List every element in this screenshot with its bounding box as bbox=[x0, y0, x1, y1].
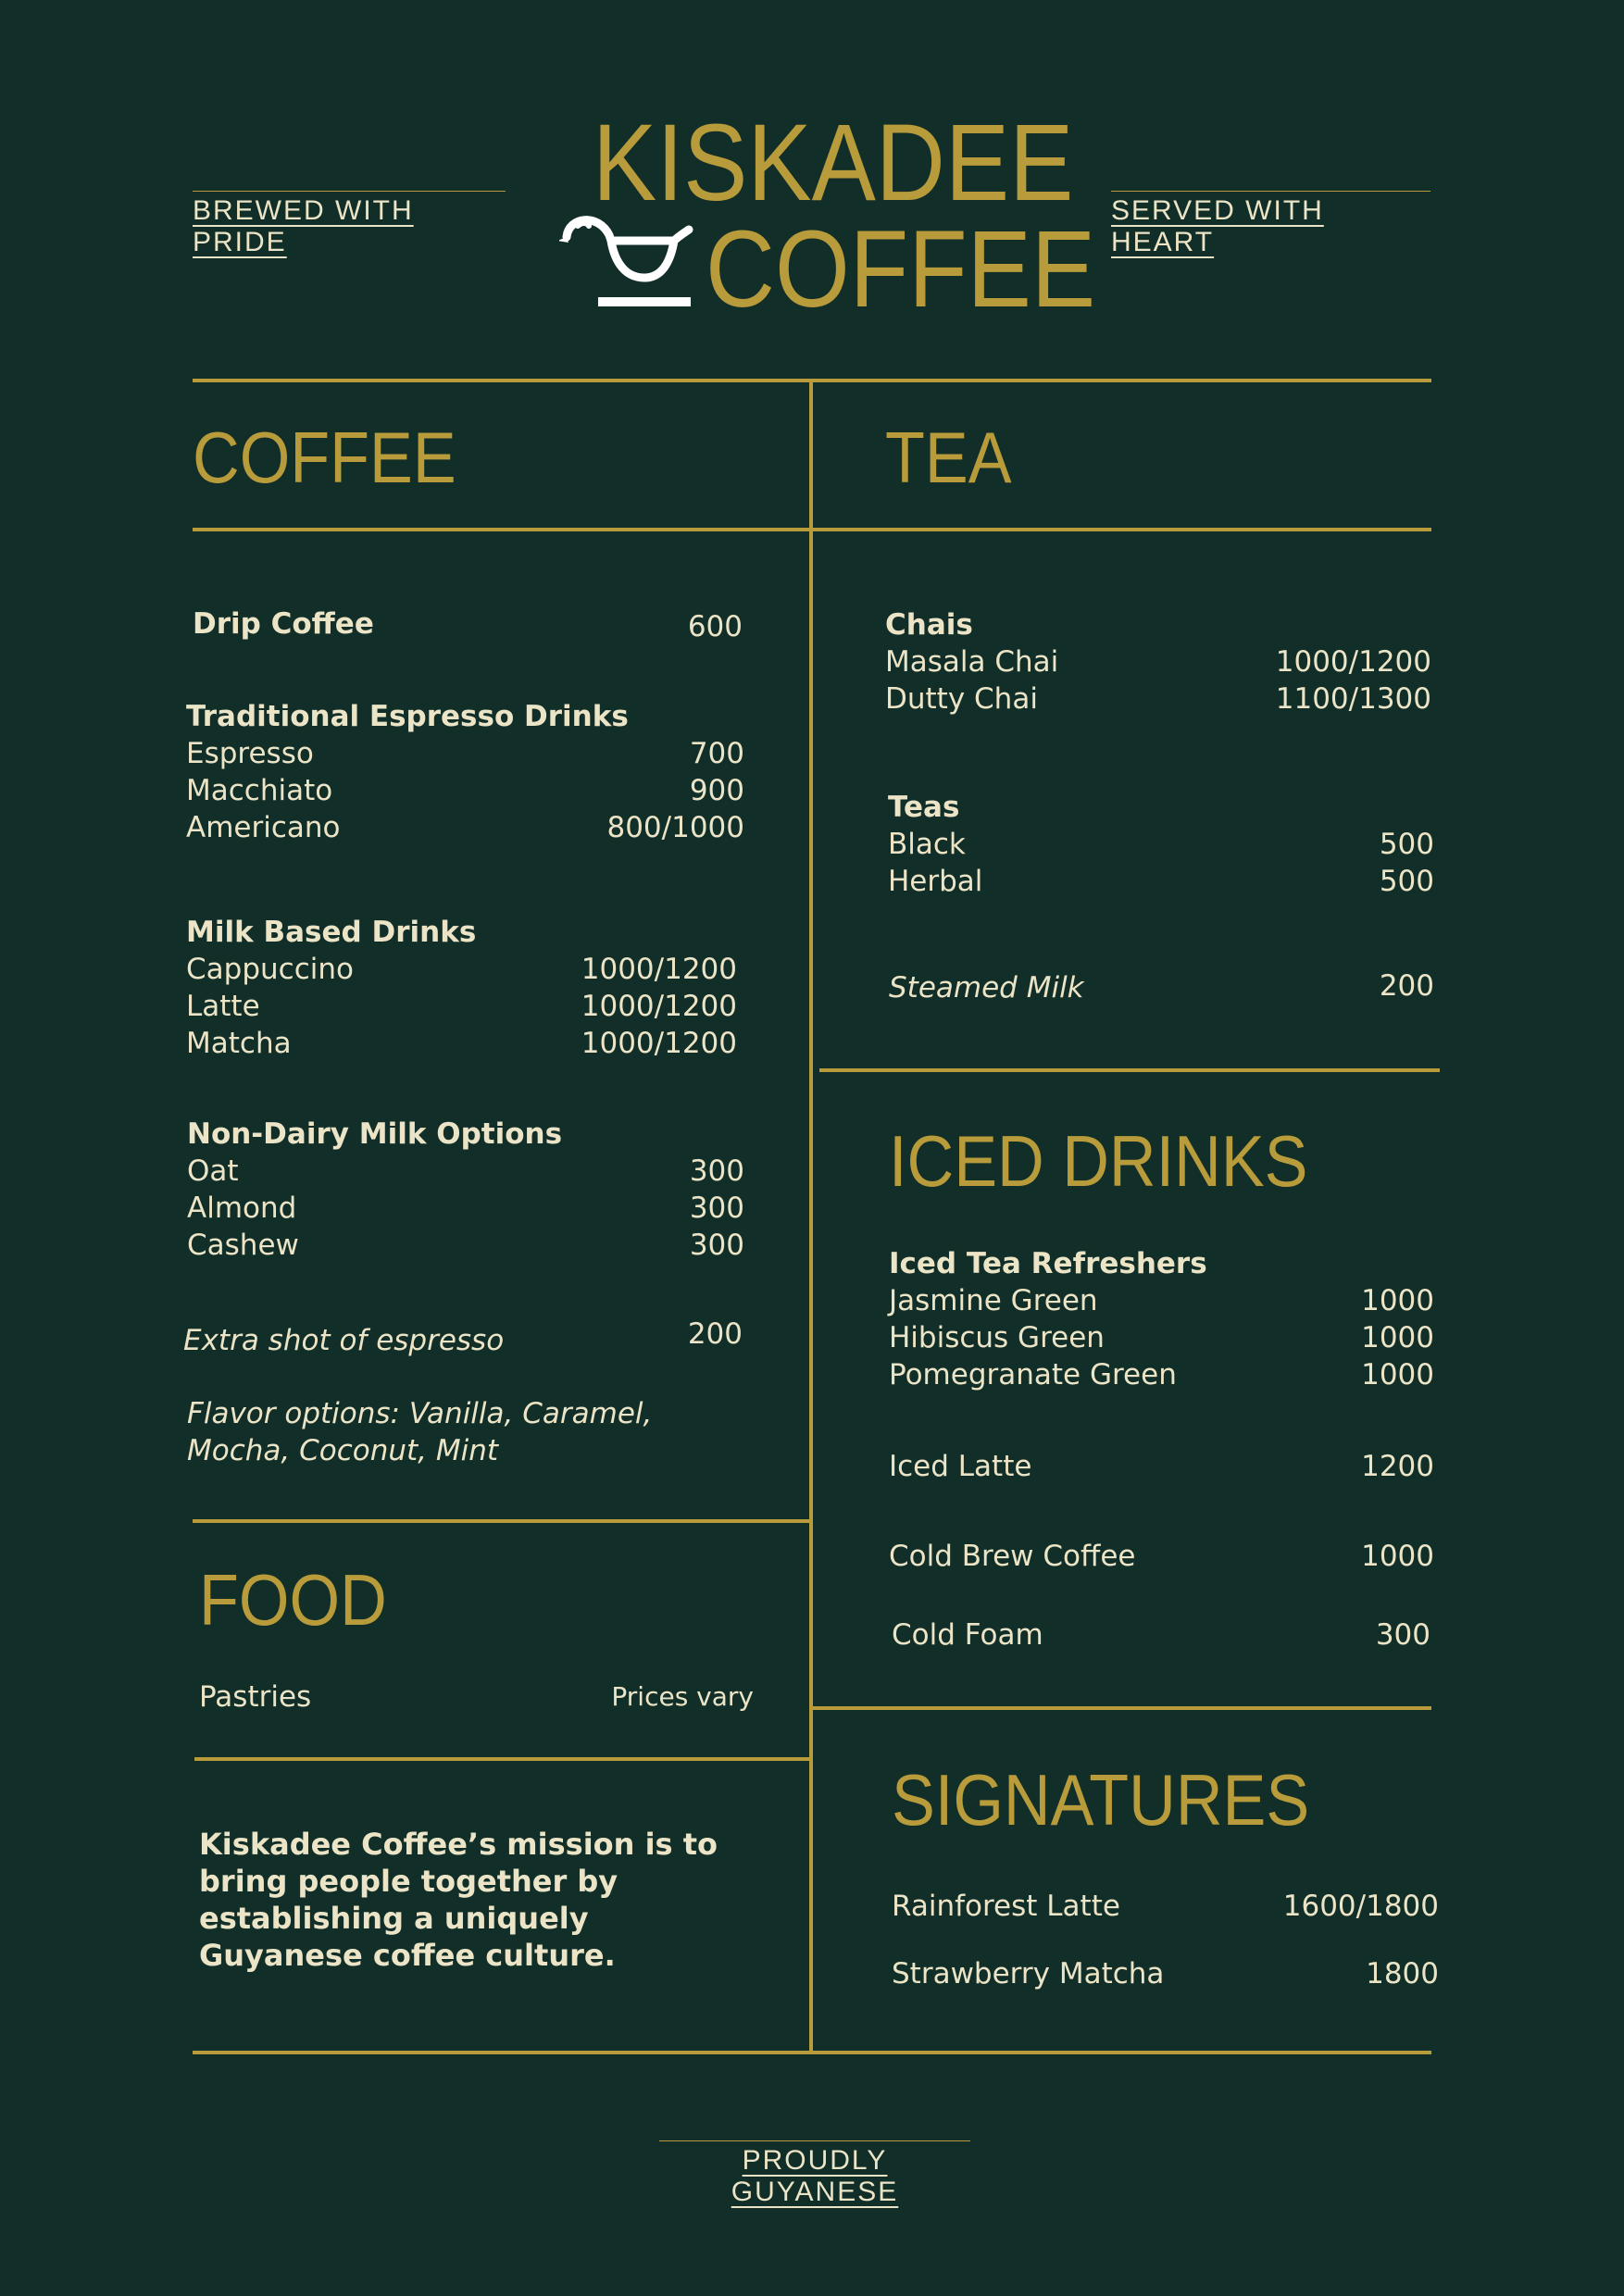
menu-item-price: 1000 bbox=[1361, 1321, 1434, 1354]
signatures-section-title: SIGNATURES bbox=[892, 1759, 1310, 1841]
menu-item-name: Macchiato bbox=[186, 774, 333, 807]
menu-item-name: Espresso bbox=[186, 737, 314, 770]
menu-item-price: 1000 bbox=[1361, 1358, 1434, 1391]
extra-shot-label: Extra shot of espresso bbox=[183, 1324, 505, 1357]
cold-brew-label: Cold Brew Coffee bbox=[889, 1540, 1136, 1573]
milk-group-heading: Milk Based Drinks bbox=[186, 916, 477, 949]
menu-item-name: Matcha bbox=[186, 1027, 292, 1060]
menu-item-name: Oat bbox=[187, 1154, 239, 1188]
menu-item-name: Rainforest Latte bbox=[892, 1890, 1120, 1923]
flavor-options-line2: Mocha, Coconut, Mint bbox=[187, 1434, 499, 1467]
menu-item-price: 300 bbox=[689, 1229, 744, 1262]
left-tagline: BREWED WITH PRIDE bbox=[193, 191, 506, 258]
steamed-milk-price: 200 bbox=[1379, 969, 1434, 1003]
kiskadee-cup-icon bbox=[559, 209, 694, 313]
iced-signatures-divider bbox=[813, 1706, 1431, 1710]
iced-drinks-section-title: ICED DRINKS bbox=[889, 1120, 1308, 1202]
cold-foam-label: Cold Foam bbox=[892, 1618, 1043, 1652]
mission-statement: Kiskadee Coffee’s mission is to bring people together by establishing a uniquely Guyanese coffee culture. bbox=[199, 1827, 718, 1973]
food-section-title: FOOD bbox=[199, 1559, 387, 1641]
menu-item-price: 1800 bbox=[1366, 1957, 1439, 1990]
brand-name-line1: KISKADEE bbox=[593, 102, 1074, 224]
menu-item-price: 500 bbox=[1379, 828, 1434, 861]
flavor-options-line1: Flavor options: Vanilla, Caramel, bbox=[187, 1397, 653, 1430]
cold-foam-price: 300 bbox=[1375, 1618, 1430, 1652]
tea-section-title: TEA bbox=[885, 417, 1012, 498]
menu-item-price: 300 bbox=[689, 1192, 744, 1225]
menu-item-name: Herbal bbox=[888, 865, 983, 898]
column-divider bbox=[809, 381, 813, 2053]
menu-item-name: Cashew bbox=[187, 1229, 299, 1262]
menu-item-price: 800/1000 bbox=[606, 811, 744, 844]
footer-divider bbox=[193, 2051, 1431, 2054]
espresso-group-heading: Traditional Espresso Drinks bbox=[186, 700, 629, 733]
footer-tagline: PROUDLY GUYANESE bbox=[659, 2140, 970, 2208]
menu-item-price: 700 bbox=[689, 737, 744, 770]
cold-brew-price: 1000 bbox=[1361, 1540, 1434, 1573]
coffee-section-title: COFFEE bbox=[193, 417, 456, 498]
menu-item-price: 300 bbox=[689, 1154, 744, 1188]
iced-latte-price: 1200 bbox=[1361, 1450, 1434, 1483]
nondairy-group-heading: Non-Dairy Milk Options bbox=[187, 1117, 563, 1151]
iced-latte-label: Iced Latte bbox=[889, 1450, 1032, 1483]
teas-group-heading: Teas bbox=[888, 791, 960, 824]
menu-item-name: Dutty Chai bbox=[885, 682, 1038, 716]
menu-item-name: Strawberry Matcha bbox=[892, 1957, 1165, 1990]
menu-item-price: 1000/1200 bbox=[581, 990, 737, 1023]
steamed-milk-label: Steamed Milk bbox=[889, 971, 1084, 1004]
drip-coffee-label: Drip Coffee bbox=[193, 607, 374, 641]
menu-item-name: Black bbox=[888, 828, 966, 861]
menu-item-price: 500 bbox=[1379, 865, 1434, 898]
menu-item-price: 1000/1200 bbox=[581, 953, 737, 986]
menu-item-price: 1000/1200 bbox=[581, 1027, 737, 1060]
food-mission-divider bbox=[194, 1757, 811, 1761]
menu-item-name: Latte bbox=[186, 990, 260, 1023]
menu-item-name: Americano bbox=[186, 811, 341, 844]
menu-item-price: 1000 bbox=[1361, 1284, 1434, 1317]
menu-item-name: Pomegranate Green bbox=[889, 1358, 1177, 1391]
drip-coffee-price: 600 bbox=[687, 610, 743, 643]
menu-item-name: Almond bbox=[187, 1192, 297, 1225]
menu-item-name: Jasmine Green bbox=[889, 1284, 1098, 1317]
menu-item-price: 900 bbox=[689, 774, 744, 807]
menu-item-name: Cappuccino bbox=[186, 953, 354, 986]
brand-name-line2: COFFEE bbox=[706, 208, 1096, 331]
refreshers-group-heading: Iced Tea Refreshers bbox=[889, 1247, 1207, 1280]
right-tagline: SERVED WITH HEART bbox=[1111, 191, 1430, 258]
pastries-label: Pastries bbox=[199, 1680, 312, 1714]
menu-item-price: 1100/1300 bbox=[1275, 682, 1431, 716]
menu-item-price: 1600/1800 bbox=[1282, 1890, 1439, 1923]
menu-item-name: Masala Chai bbox=[885, 645, 1059, 679]
extra-shot-price: 200 bbox=[687, 1317, 743, 1351]
menu-item-name: Hibiscus Green bbox=[889, 1321, 1105, 1354]
tea-iced-divider bbox=[819, 1068, 1440, 1072]
menu-item-price: 1000/1200 bbox=[1275, 645, 1431, 679]
pastries-price: Prices vary bbox=[611, 1681, 754, 1712]
coffee-food-divider bbox=[193, 1519, 811, 1523]
chais-group-heading: Chais bbox=[885, 608, 973, 642]
